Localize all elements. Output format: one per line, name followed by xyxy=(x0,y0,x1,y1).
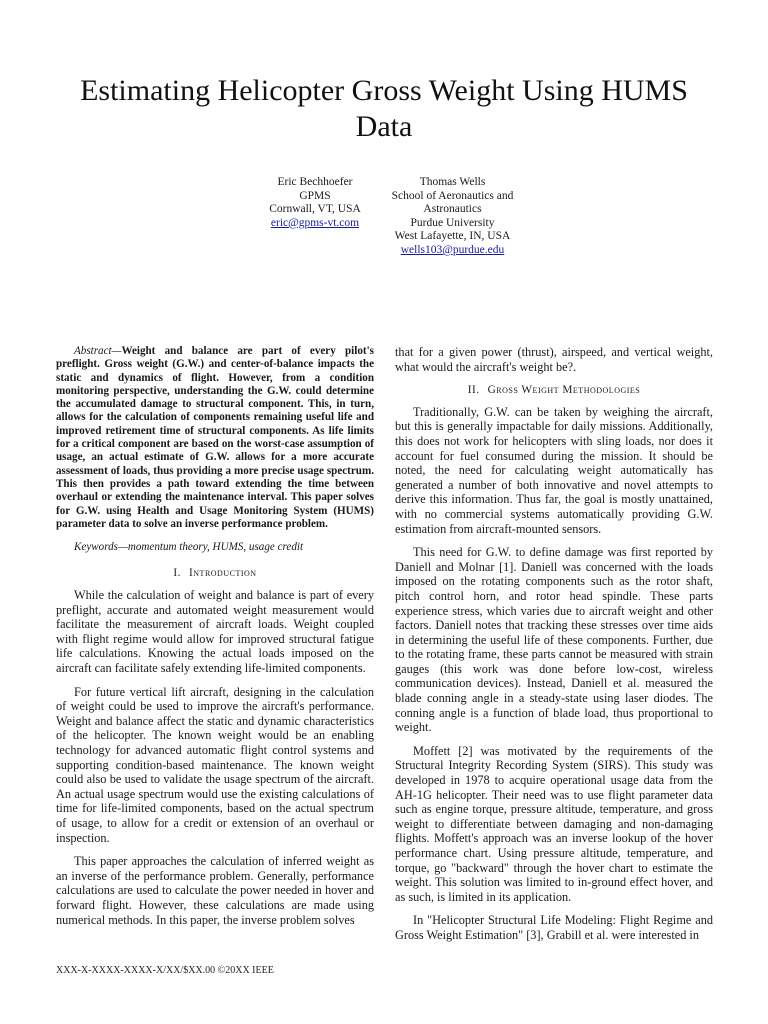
paragraph: Moffett [2] was motivated by the requirements of the Structural Integrity Recording System (SIRS). This study was developed in 1978 to acquire operational usage data from the AH-1G helicopter. Their need was to use flight parameter data such as engine torque, pressure altitude, temperature, and gross weight to differentiate between damaging and non-damaging flights. Moffett's approach was an inverse lookup of the hover performance chart. Using pressure altitude, temperature, and torque, go "backward" through the hover chart to estimate the weight. This solution was limited to in-ground effect hover, and as such, is limited in its application. xyxy=(395,743,713,904)
left-column xyxy=(56,345,374,936)
paragraph: While the calculation of weight and balance is part of every preflight, accurate and automated weight measurement would facilitate the measurement of aircraft loads. Weight coupled with flight regime would allow for improved structural fatigue life calculations. Knowing the actual loads imposed on the aircraft can facilitate safely extending life-limited components. xyxy=(56,588,374,676)
paragraph: In "Helicopter Structural Life Modeling: Flight Regime and Gross Weight Estimation" [3], Grabill et al. were interested in xyxy=(395,913,713,942)
copyright-footer: XXX-X-XXXX-XXXX-X/XX/$XX.00 ©20XX IEEE xyxy=(56,965,274,976)
abstract-text: Weight and balance are part of every pilot's preflight. Gross weight (G.W.) and center-of-balance impacts the static and dynamics of flight. However, from a condition monitoring perspective, understanding the G.W. could determine the accumulated damage to structural component. This, in turn, allows for the calculation of components remaining useful life and improved retirement time of structural components. As life limits for a critical component are based on the worst-case assumption of usage, an actual estimate of G.W. allows for a more accurate assessment of loads, thus providing a more precise usage spectrum. This then provides a path toward extending the time between overhaul or extending the maintenance interval. This paper solves for G.W. using Health and Usage Monitoring System (HUMS) parameter data to solve an inverse performance problem. xyxy=(56,345,374,530)
section-number: I. xyxy=(173,567,182,580)
paragraph: Traditionally, G.W. can be taken by weighing the aircraft, but this is generally impactable for daily missions. Additionally, this does not work for helicopters with sling loads, nor does it account for fuel consumed during the mission. It should be noted, the need for calculating weight automatically has generated a number of both innovative and novel attempts to derive this information. Thus far, the goal is mostly unattained, with no commercial systems automatically providing G.W. estimation from aircraft-mounted sensors. xyxy=(395,404,713,536)
keywords xyxy=(56,541,374,554)
author-affiliation: School of Aeronautics and xyxy=(391,189,514,202)
keywords-text: momentum theory, HUMS, usage credit xyxy=(127,541,304,554)
paragraph: This paper approaches the calculation of inferred weight as an inverse of the performance problem. Generally, performance calculations are used to calculate the power needed in hover and forward flight. However, these calculations are made using numerical methods. In this paper, the inverse problem solves xyxy=(56,854,374,927)
section-heading-introduction xyxy=(56,566,374,581)
paragraph: This need for G.W. to define damage was first reported by Daniell and Molnar [1]. Daniell was concerned with the loads imposed on the rotating components such as the rotor shaft, pitch control horn, and rotor head spindle. These parts experience stress, which varies due to aircraft weight and other factors. Daniell notes that tracking these stresses over time aids in determining the useful life of these components. Further, due to the rotating frame, these parts cannot be measured with strain gauges (this work was done before low-cost, wireless communication devices). Instead, Daniell et al. measured the blade conning angle in a steady-state using laser diodes. The conning angle is a function of blade load, thus proportional to weight. xyxy=(395,545,713,735)
paragraph: For future vertical lift aircraft, designing in the calculation of weight could be used to improve the aircraft's performance. Weight and balance affect the static and dynamic characteristics of the helicopter. The known weight would be an enabling technology for advanced automatic flight control systems and supporting condition-based maintenance. The known weight could also be used to validate the usage spectrum of the aircraft. An actual usage spectrum would use the existing calculations of time for life-limited components, based on the actual spectrum of usage, to allow for a credit or extension of an overhaul or inspection. xyxy=(56,684,374,845)
author-email-link[interactable]: wells103@purdue.edu xyxy=(400,243,505,256)
abstract xyxy=(56,345,374,531)
author-affiliation: Astronautics xyxy=(423,203,482,216)
author-name: Thomas Wells xyxy=(419,176,486,188)
right-column xyxy=(395,345,713,952)
abstract-label: Abstract— xyxy=(74,345,122,357)
author-location: Cornwall, VT, USA xyxy=(269,203,361,216)
author-location: West Lafayette, IN, USA xyxy=(394,230,511,243)
author-affiliation: Purdue University xyxy=(410,216,495,229)
section-title: Introduction xyxy=(189,567,257,580)
author-affiliation: GPMS xyxy=(299,189,331,202)
section-number: II. xyxy=(467,384,480,397)
author-email-link[interactable]: eric@gpms-vt.com xyxy=(270,216,360,229)
author-name: Eric Bechhoefer xyxy=(277,176,353,188)
section-heading-gross-weight xyxy=(395,383,713,398)
author-block-2 xyxy=(380,176,525,258)
keywords-label: Keywords— xyxy=(74,541,128,554)
paper-title: Estimating Helicopter Gross Weight Using HUMS Data xyxy=(80,74,688,143)
section-title: Gross Weight Methodologies xyxy=(487,384,641,397)
paragraph-continuation: that for a given power (thrust), airspeed, and vertical weight, what would the aircraft's weight be?. xyxy=(395,345,713,374)
author-block-1 xyxy=(255,176,375,230)
